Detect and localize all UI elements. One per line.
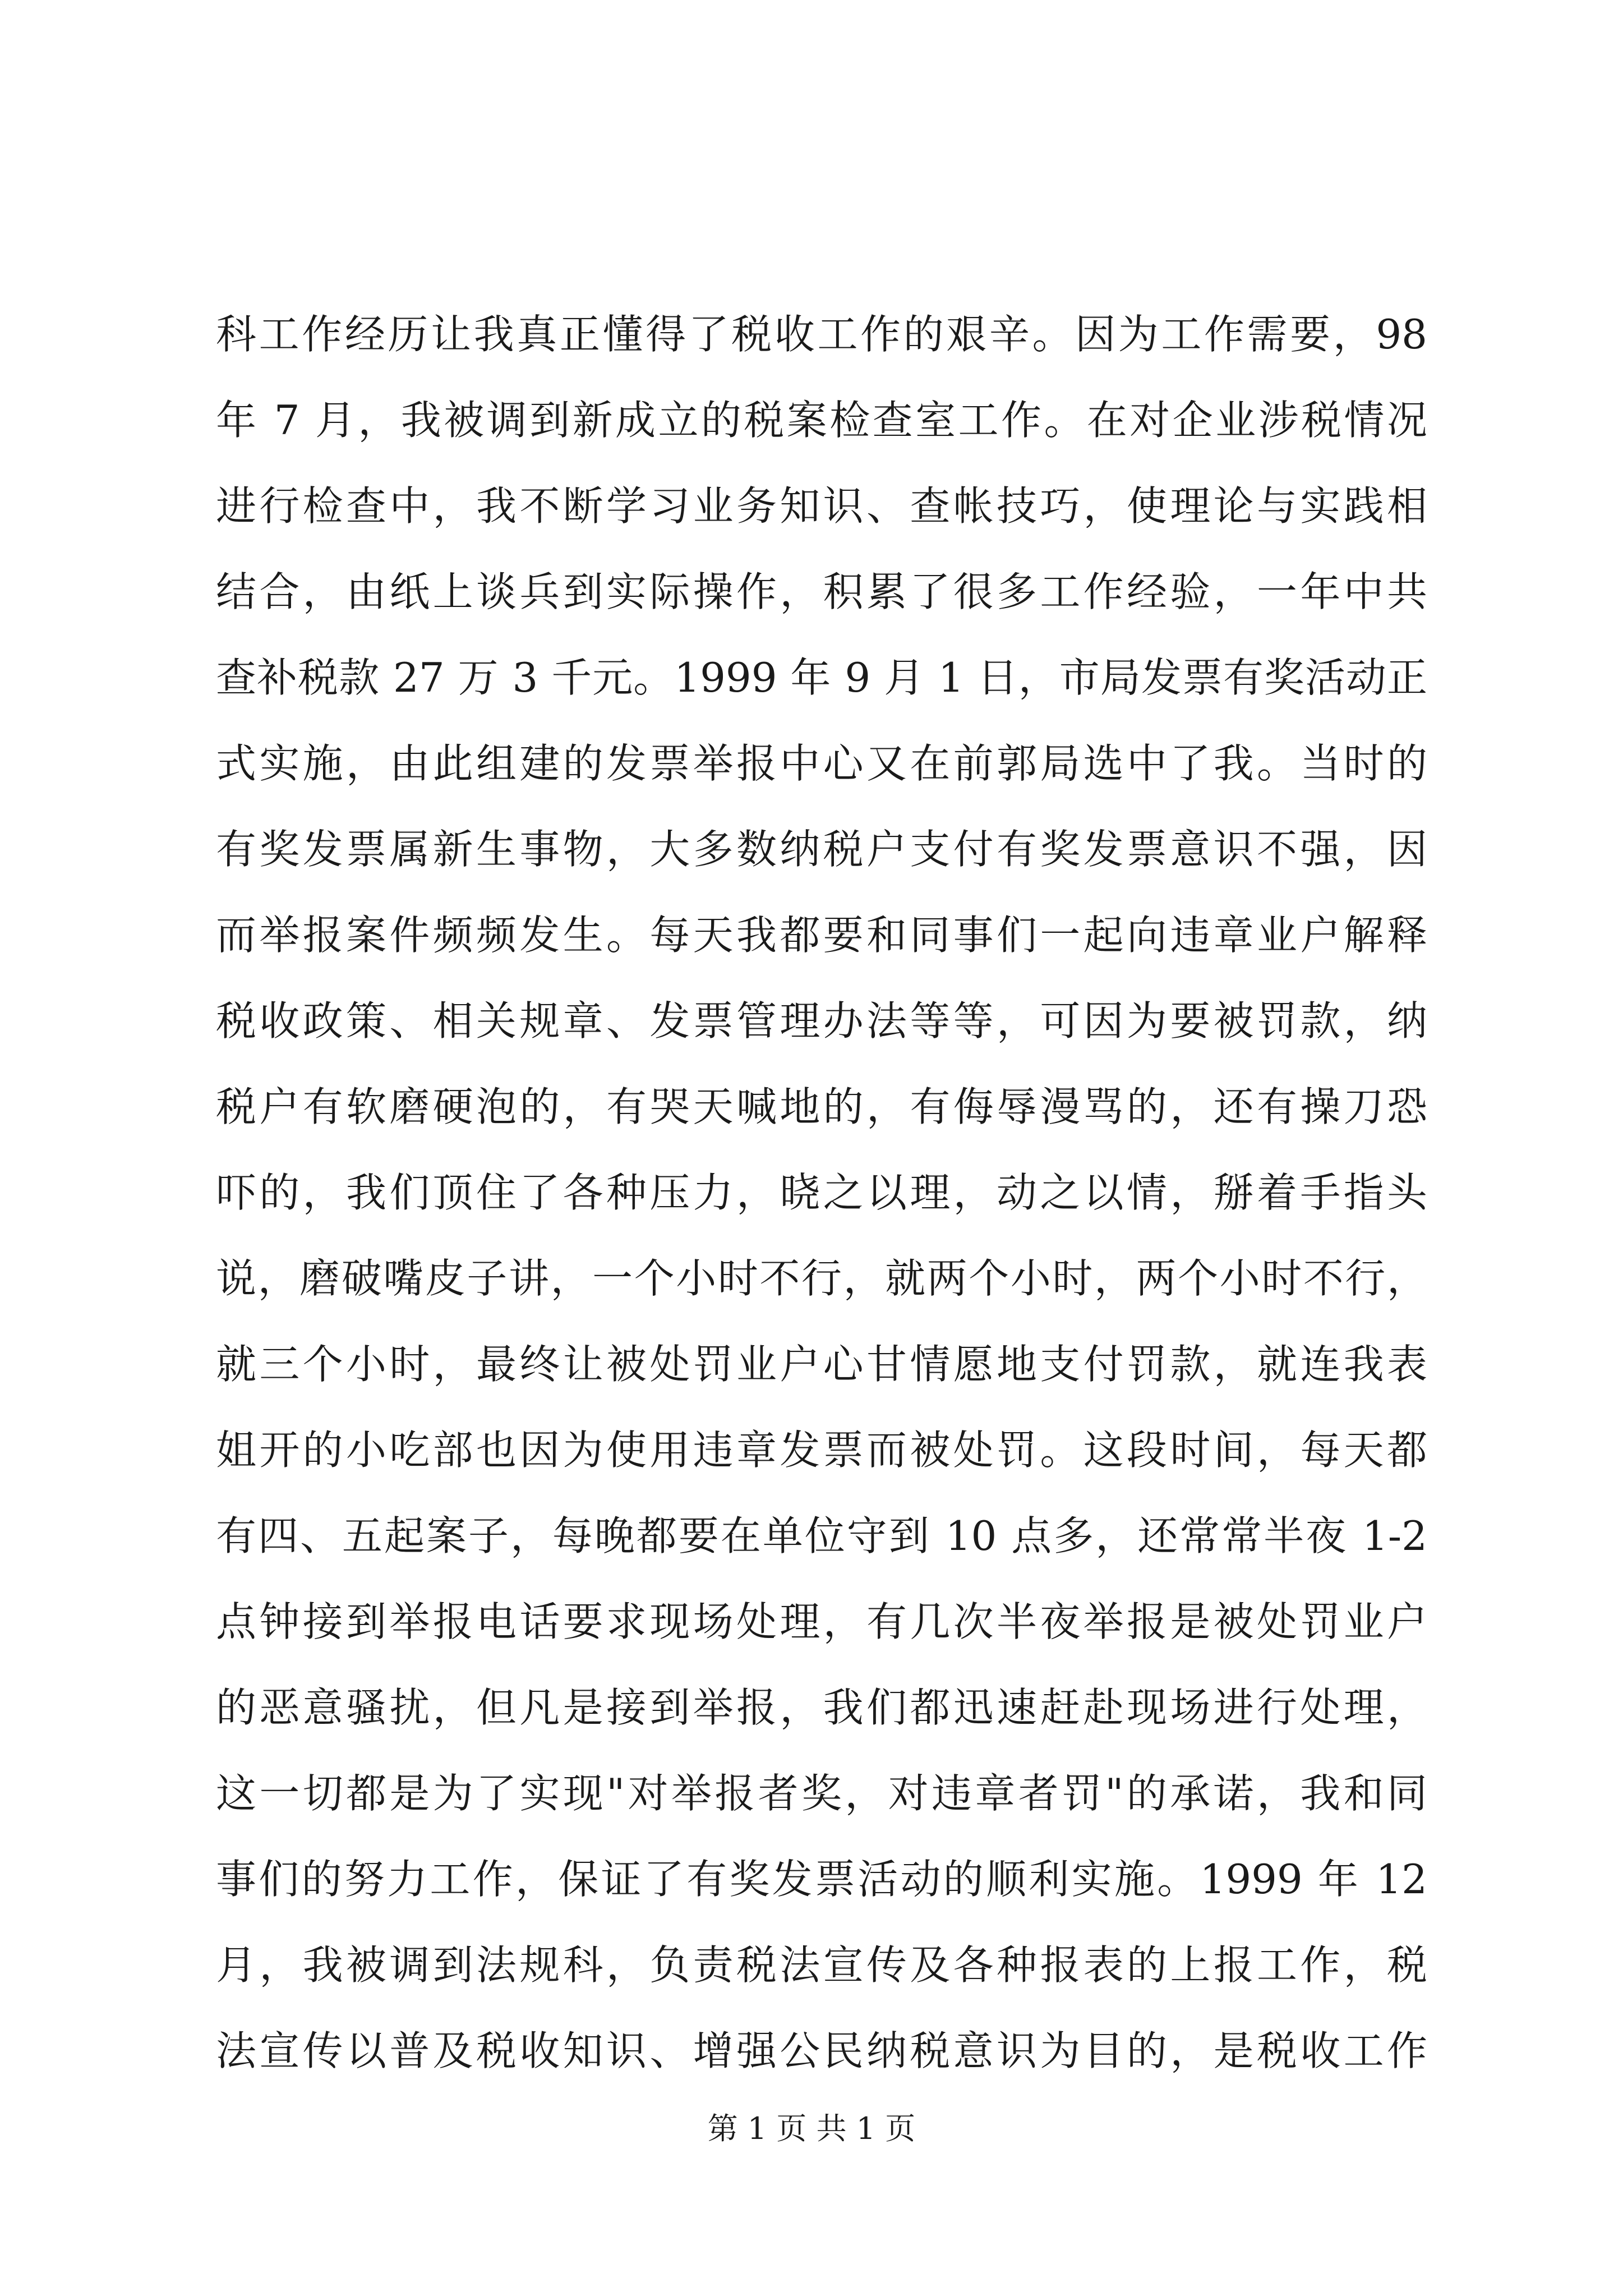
text-line: 科工作经历让我真正懂得了税收工作的艰辛。因为工作需要，98 xyxy=(216,311,1427,358)
text-line: 点钟接到举报电话要求现场处理，有几次半夜举报是被处罚业户 xyxy=(216,1598,1427,1645)
text-line: 式实施，由此组建的发票举报中心又在前郭局选中了我。当时的 xyxy=(216,740,1427,787)
text-line: 的恶意骚扰，但凡是接到举报，我们都迅速赶赴现场进行处理， xyxy=(216,1684,1427,1731)
text-line: 结合，由纸上谈兵到实际操作，积累了很多工作经验，一年中共 xyxy=(216,568,1427,615)
text-line: 税收政策、相关规章、发票管理办法等等，可因为要被罚款，纳 xyxy=(216,997,1427,1045)
text-line: 姐开的小吃部也因为使用违章发票而被处罚。这段时间，每天都 xyxy=(216,1427,1427,1474)
page-footer xyxy=(0,2106,1623,2151)
text-line: 月，我被调到法规科，负责税法宣传及各种报表的上报工作，税 xyxy=(216,1941,1427,1989)
text-line: 说，磨破嘴皮子讲，一个小时不行，就两个小时，两个小时不行， xyxy=(216,1255,1427,1302)
text-line: 事们的努力工作，保证了有奖发票活动的顺利实施。1999 年 12 xyxy=(216,1856,1427,1903)
text-line: 法宣传以普及税收知识、增强公民纳税意识为目的，是税收工作 xyxy=(216,2027,1427,2074)
text-line: 就三个小时，最终让被处罚业户心甘情愿地支付罚款，就连我表 xyxy=(216,1341,1427,1388)
text-line: 有奖发票属新生事物，大多数纳税户支付有奖发票意识不强，因 xyxy=(216,826,1427,873)
text-line: 吓的，我们顶住了各种压力，晓之以理，动之以情，掰着手指头 xyxy=(216,1169,1427,1216)
text-line: 进行检查中，我不断学习业务知识、查帐技巧，使理论与实践相 xyxy=(216,482,1427,530)
text-line: 这一切都是为了实现"对举报者奖，对违章者罚"的承诺，我和同 xyxy=(216,1770,1427,1817)
text-line: 查补税款 27 万 3 千元。1999 年 9 月 1 日，市局发票有奖活动正 xyxy=(216,654,1427,701)
page-number-label: 第 1 页 共 1 页 xyxy=(707,2111,916,2146)
text-line: 税户有软磨硬泡的，有哭天喊地的，有侮辱漫骂的，还有操刀恐 xyxy=(216,1083,1427,1130)
body-text xyxy=(216,292,1427,2094)
text-line: 有四、五起案子，每晚都要在单位守到 10 点多，还常常半夜 1-2 xyxy=(216,1512,1427,1559)
text-line: 年 7 月，我被调到新成立的税案检查室工作。在对企业涉税情况 xyxy=(216,397,1427,444)
text-line: 而举报案件频频发生。每天我都要和同事们一起向违章业户解释 xyxy=(216,912,1427,959)
